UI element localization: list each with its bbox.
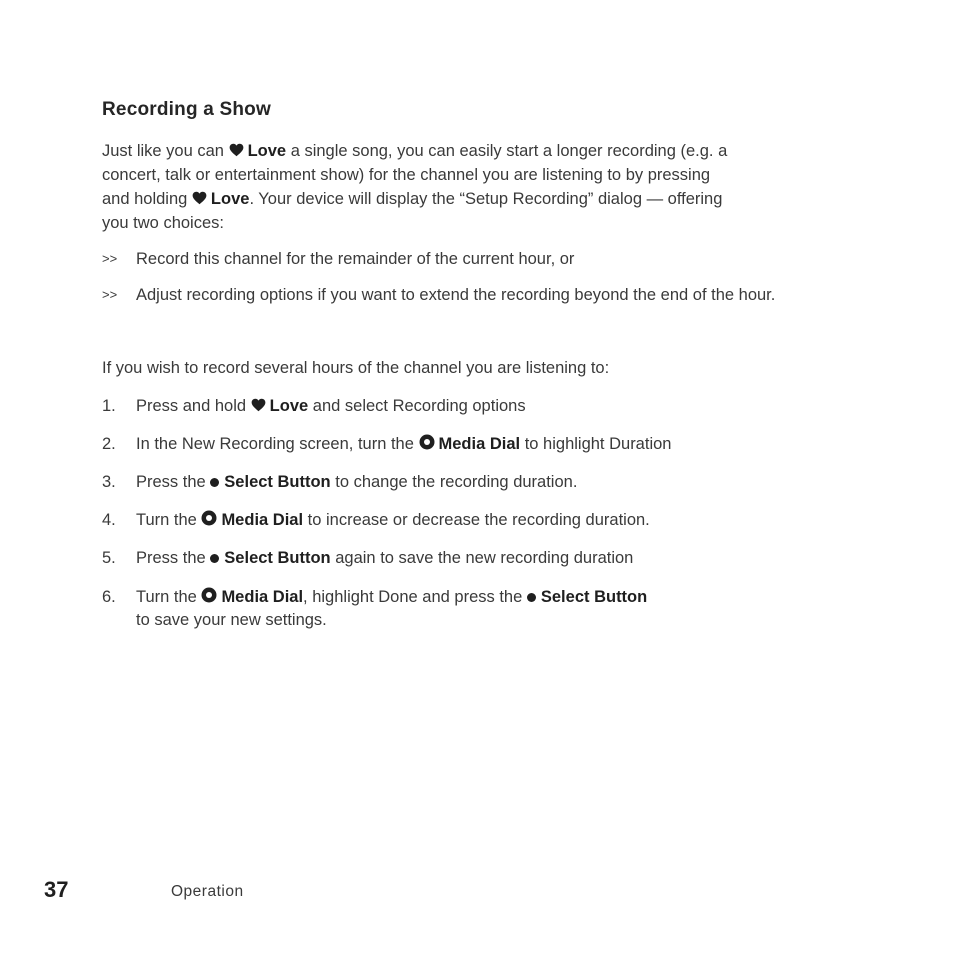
para-text: a single song, you can easily start a longer recording (e.g. a <box>290 142 728 160</box>
para-text: Just like you can <box>102 142 224 160</box>
love-label: Love <box>269 397 309 415</box>
bullet-marker: >> <box>102 287 118 302</box>
step-text: Turn the <box>136 511 197 529</box>
step-number: 5. <box>102 549 116 567</box>
bullet-marker: >> <box>102 251 118 266</box>
media-dial-icon <box>201 510 217 526</box>
para-text: and holding <box>102 190 188 208</box>
media-dial-icon <box>201 587 217 603</box>
para-text: . Your device will display the “Setup Recording” dialog — offering <box>249 190 723 208</box>
media-dial-label: Media Dial <box>221 588 304 606</box>
select-button-label: Select Button <box>224 473 331 491</box>
heart-icon <box>192 191 207 205</box>
step-text: , highlight Done and press the <box>303 588 523 606</box>
steps-intro: If you wish to record several hours of the channel you are listening to: <box>102 359 610 377</box>
para-text: concert, talk or entertainment show) for the channel you are listening to by pressing <box>102 166 711 184</box>
heart-icon <box>251 398 266 412</box>
select-button-label: Select Button <box>224 549 331 567</box>
step-text: Press the <box>136 473 206 491</box>
step-text: Press and hold <box>136 397 247 415</box>
step-text: to save your new settings. <box>136 611 327 629</box>
section-name: Operation <box>171 883 244 900</box>
bullet-text: Adjust recording options if you want to extend the recording beyond the end of the hour. <box>136 286 776 304</box>
love-label: Love <box>247 142 287 160</box>
intro-paragraph <box>102 139 822 235</box>
step-text: again to save the new recording duration <box>335 549 634 567</box>
step-number: 1. <box>102 397 116 415</box>
media-dial-icon <box>419 434 435 450</box>
step-text: Turn the <box>136 588 197 606</box>
media-dial-label: Media Dial <box>221 511 304 529</box>
step-text: Press the <box>136 549 206 567</box>
step-text: and select Recording options <box>312 397 526 415</box>
step-text: to highlight Duration <box>524 435 672 453</box>
select-button-icon <box>527 593 536 602</box>
step-text: to change the recording duration. <box>335 473 578 491</box>
bullet-text: Record this channel for the remainder of the current hour, or <box>136 250 575 268</box>
step-text: In the New Recording screen, turn the <box>136 435 414 453</box>
page-number: 37 <box>44 877 69 902</box>
media-dial-label: Media Dial <box>438 435 521 453</box>
love-label: Love <box>210 190 250 208</box>
para-text: you two choices: <box>102 214 224 232</box>
select-button-icon <box>210 554 219 563</box>
step-number: 4. <box>102 511 116 529</box>
step-number: 3. <box>102 473 116 491</box>
step-number: 2. <box>102 435 116 453</box>
step-text: to increase or decrease the recording duration. <box>307 511 650 529</box>
select-button-icon <box>210 478 219 487</box>
section-heading: Recording a Show <box>102 99 271 120</box>
heart-icon <box>229 143 244 157</box>
select-button-label: Select Button <box>540 588 648 606</box>
step-number: 6. <box>102 588 116 606</box>
